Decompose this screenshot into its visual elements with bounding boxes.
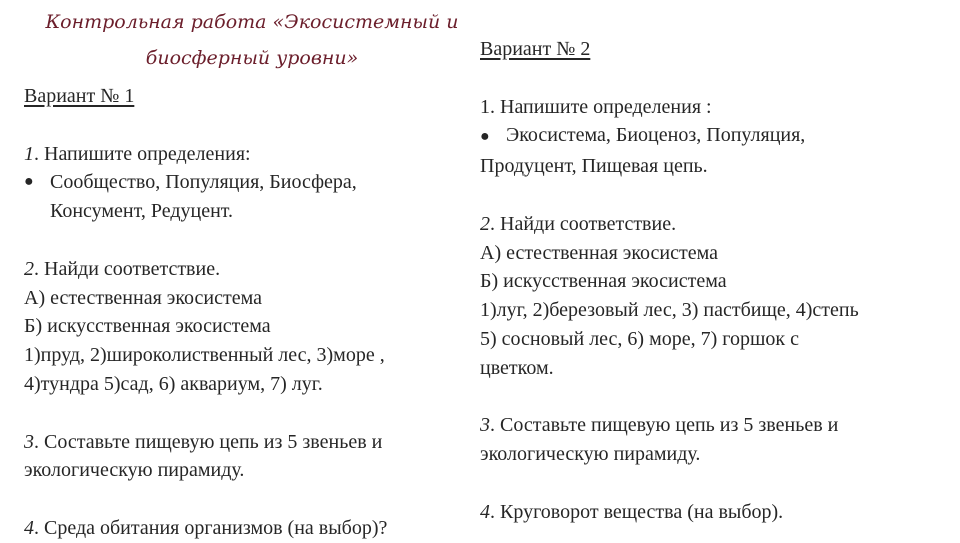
question-number: 2 (24, 257, 34, 280)
v2-q1-bullet-item: ● Экосистема, Биоценоз, Популяция, (480, 121, 950, 152)
question-number: 4 (480, 500, 490, 523)
bullet-icon: ● (480, 128, 490, 146)
v2-question-1: 1. Напишите определения : (480, 95, 712, 118)
question-number: 3 (480, 414, 490, 437)
question-number: 4 (24, 516, 34, 539)
question-number: 3 (24, 430, 34, 453)
v1-q2-option-a: А) естественная экосистема (24, 286, 263, 309)
question-number: 1 (24, 142, 34, 165)
v2-q2-items-1: 1)луг, 2)березовый лес, 3) пастбище, 4)степь (480, 299, 859, 322)
question-number: 2 (480, 212, 490, 235)
v2-question-2: 2. Найди соответствие. (480, 212, 677, 235)
v1-q2-option-b: Б) искусственная экосистема (24, 315, 271, 338)
title-line-2: биосферный уровни» (145, 47, 359, 69)
v2-question-3: 3. Составьте пищевую цепь из 5 звеньев и (480, 414, 839, 437)
document-title (40, 4, 464, 76)
variant-1-heading: Вариант № 1 (24, 85, 135, 107)
v2-q2-items-3: цветком. (480, 356, 554, 379)
v2-q2-items-2: 5) сосновый лес, 6) море, 7) горшок с (480, 327, 799, 350)
v2-q2-option-b: Б) искусственная экосистема (480, 270, 727, 293)
v1-q2-items-1: 1)пруд, 2)широколиственный лес, 3)море , (24, 344, 385, 367)
bullet-icon: ● (24, 173, 34, 191)
variant-1-column: Вариант № 1 1. Напишите определения: ● Сообщество, Популяция, Биосфера, Консумент, Редуцент. 2. Найди соответствие. А) естественная экосистема Б) искусственная экосистема 1)пруд, 2)широколиственный лес, 3)море , 4)тундра 5)сад, 6) аквариум, 7) луг. 3. Составьте пищевую цепь из 5 звеньев и экологическую пирамиду. 4. Среда обитания организмов (на выбор)? (24, 82, 469, 543)
v1-question-4: 4. Среда обитания организмов (на выбор)? (24, 516, 388, 539)
v1-question-1: 1. Напишите определения: (24, 142, 251, 165)
v1-question-3: 3. Составьте пищевую цепь из 5 звеньев и (24, 430, 383, 453)
variant-2-heading: Вариант № 2 (480, 38, 591, 60)
v2-q2-option-a: А) естественная экосистема (480, 241, 719, 264)
v1-q1-bullet-item: ● Сообщество, Популяция, Биосфера, Консумент, Редуцент. (24, 168, 469, 226)
variant-2-column: Вариант № 2 1. Напишите определения : ● Экосистема, Биоценоз, Популяция, Продуцент, Пищевая цепь. 2. Найди соответствие. А) естественная экосистема Б) искусственная экосистема 1)луг, 2)березовый лес, 3) пастбище, 4)степь 5) сосновый лес, 6) море, 7) горшок с цветком. 3. Составьте пищевую цепь из 5 звеньев и экологическую пирамиду. 4. Круговорот вещества (на выбор). (480, 35, 950, 527)
v2-question-4: 4. Круговорот вещества (на выбор). (480, 500, 784, 523)
v1-q2-items-2: 4)тундра 5)сад, 6) аквариум, 7) луг. (24, 372, 323, 395)
v1-question-2: 2. Найди соответствие. (24, 257, 221, 280)
title-line-1: Контрольная работа «Экосистемный и (45, 11, 459, 33)
